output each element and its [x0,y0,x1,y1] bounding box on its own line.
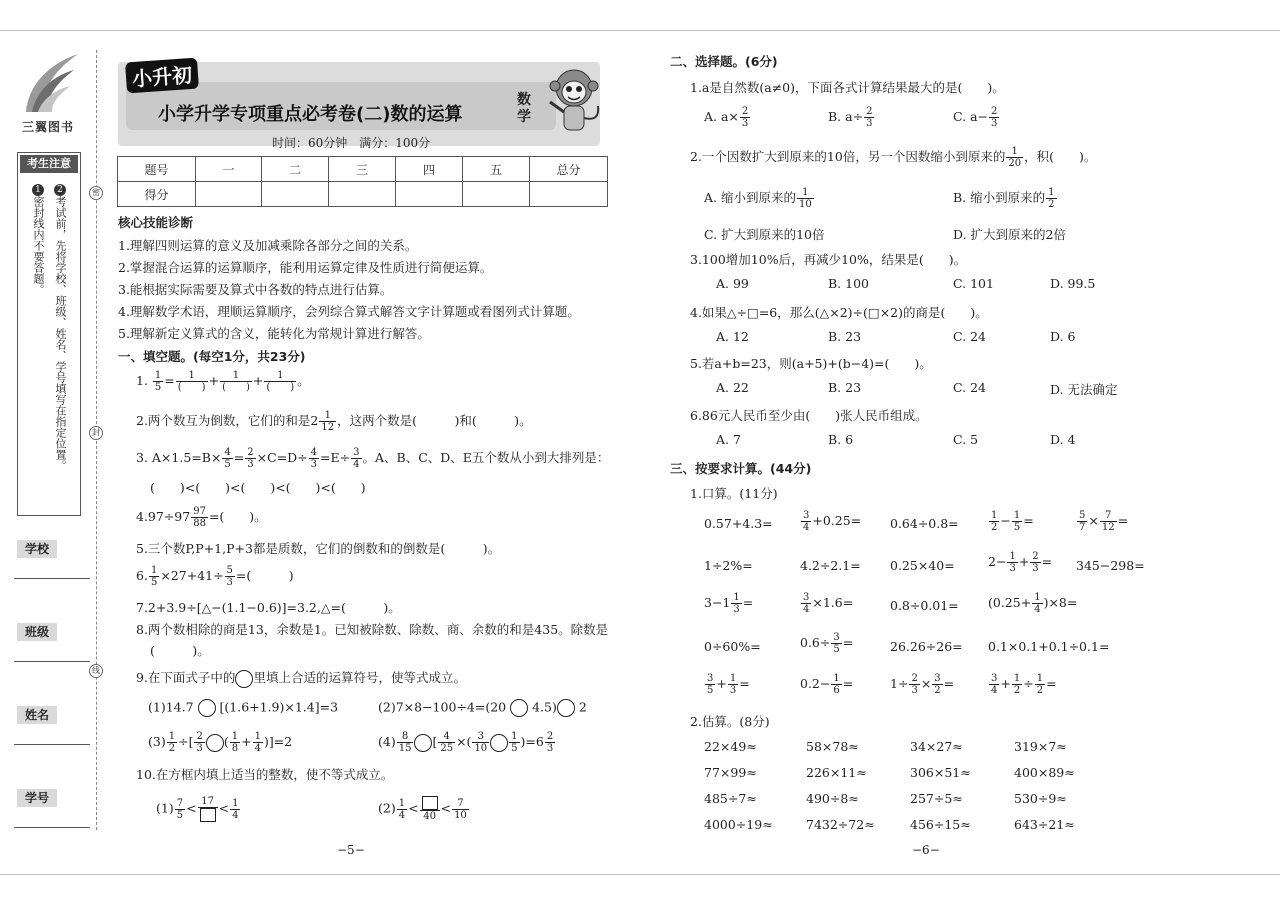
brand-name: 三翼图书 [22,120,75,134]
choice-question-2-text: 2.一个因数扩大到原来的10倍，另一个因数缩小到原来的 [690,149,1006,164]
section1-title: 一、填空题。(每空1分，共23分) [118,349,306,364]
estimate-item: 319×7≈ [1014,739,1067,754]
question-9-1-a: (1)14.7 [148,699,194,715]
choice-option[interactable]: B. 缩小到原来的 $\frac{1}{2}$ [953,187,1055,210]
option-text: A. a× [704,109,739,124]
question-9 [136,668,466,688]
score-cell[interactable] [196,182,262,207]
notice-text-2: 密封线内不要答题。 [32,196,45,295]
question-7: 7.2+3.9÷[△−(1.1−0.6)]=3.2,△=( )。 [136,600,401,615]
question-10-1-label: (1) [156,800,174,816]
diagnosis-title: 核心技能诊断 [118,215,194,230]
question-10-2: (2) $\frac{1}{4}$ < 40 < $\frac{7}{10}$ [378,797,467,822]
choice-option[interactable]: B. 23 [828,329,862,344]
question-2-text: 2.两个数互为倒数，它们的和是2 [136,413,319,428]
question-9-3-a: (3) [148,734,166,749]
bottom-border [0,874,1280,875]
field-line-id[interactable] [14,827,90,828]
estimate-item: 77×99≈ [704,765,757,780]
oral-calc-item: 0.25×40= [890,558,955,573]
choice-option[interactable]: C. 24 [953,329,986,344]
top-border [0,30,1280,31]
answer-circle[interactable] [557,699,575,717]
oral-calc-item: 0.8÷0.01= [890,598,959,613]
score-header-cell: 三 [329,157,396,182]
score-table-row [118,182,608,207]
choice-option[interactable]: C. a− $\frac{2}{3}$ [953,106,998,129]
question-6: 6. $\frac{1}{5}$ ×27+41÷ $\frac{5}{3}$ =( ) [136,565,294,588]
score-cell[interactable] [396,182,463,207]
question-9-2-c: 2 [578,699,587,715]
choice-question-3: 3.100增加10%后，再减少10%，结果是( )。 [690,252,967,267]
seal-char-mi: 密 [89,186,103,200]
choice-option[interactable]: D. 99.5 [1050,276,1096,291]
estimate-item: 456÷15≈ [910,817,971,832]
choice-question-1: 1.a是自然数(a≠0)，下面各式计算结果最大的是( )。 [690,80,1005,95]
option-text: C. a− [953,109,988,124]
subject-label: 数学 [517,92,531,125]
oral-calc-item: 4.2÷2.1= [800,558,861,573]
choice-option[interactable]: A. 99 [716,276,749,291]
question-9-2 [378,699,587,717]
page-number-right: −6− [912,843,940,857]
field-label-school: 学校 [17,540,57,558]
question-9-2-b: 4.5) [532,699,557,715]
question-9-1 [148,699,338,717]
question-9-1-b: [(1.6+1.9)×1.4]=3 [219,699,339,715]
question-9-head: 9.在下面式子中的 [136,670,236,685]
diagnosis-item: 3.能根据实际需要及算式中各数的特点进行估算。 [118,282,393,297]
field-label-id: 学号 [17,789,57,807]
oral-calc-item: 2− $\frac{1}{3}$ + $\frac{2}{3}$ = [988,551,1053,574]
choice-option[interactable]: D. 无法确定 [1050,382,1118,397]
circle-symbol-icon [235,670,253,688]
time-info: 时间：60分钟 满分：100分 [272,136,431,150]
section3-title: 三、按要求计算。(44分) [670,461,812,476]
field-label-class: 班级 [17,623,57,641]
notice-number-2: 2 [54,180,66,196]
question-9-2-a: (2)7×8−100÷4=(20 [378,699,507,715]
choice-option[interactable]: C. 101 [953,276,994,291]
estimate-item: 490÷8≈ [806,791,859,806]
score-cell[interactable] [463,182,530,207]
question-10-2-label: (2) [378,800,396,816]
oral-calc-item: $\frac{1}{2}$ − $\frac{1}{5}$ = [991,510,1034,533]
question-4: 4.97÷97 $\frac{97}{88}$ =( )。 [136,506,267,529]
estimate-item: 257÷5≈ [910,791,963,806]
choice-option[interactable]: A. 12 [716,329,749,344]
question-6-head: 6. [136,568,148,583]
estimate-item: 226×11≈ [806,765,867,780]
diagnosis-item: 1.理解四则运算的意义及加减乘除各部分之间的关系。 [118,238,418,253]
score-header-cell: 总分 [530,157,608,182]
question-6-tail: =( ) [235,568,294,583]
question-9-tail: 里填上合适的运算符号，使等式成立。 [253,670,466,685]
answer-circle[interactable] [414,734,432,752]
question-9-4-tail: )=6 [520,734,544,749]
estimate-item: 58×78≈ [806,739,859,754]
field-line-name[interactable] [14,744,90,745]
choice-option[interactable]: D. 4 [1050,432,1076,447]
question-10-1: (1) $\frac{7}{5}$ < 17 < $\frac{1}{4}$ [156,796,239,821]
question-1: 1. $\frac{1}{5}$ = $\frac{1}{( )}$ + $\frac{1}{( )}$ + $\frac{1}{( )}$ 。 [136,370,310,393]
oral-calc-item: $\frac{3}{5}$ + $\frac{1}{3}$ = [707,673,750,696]
estimate-item: 4000÷19≈ [704,817,773,832]
score-table-header [118,157,608,182]
estimate-item: 643÷21≈ [1014,817,1075,832]
oral-calc-item: 0.2− $\frac{1}{6}$ = [800,673,854,696]
seal-char-feng: 封 [89,426,103,440]
oral-calc-item: 0.1×0.1+0.1÷0.1= [988,639,1110,654]
oral-calc-item: 0.6÷ $\frac{3}{5}$ = [800,632,854,655]
score-table [117,156,608,207]
answer-box[interactable] [200,808,216,822]
choice-question-2-tail: ，积( )。 [1024,149,1097,164]
choice-option[interactable]: B. 23 [828,380,862,395]
score-row-label: 得分 [118,182,196,207]
question-8-tail: ( )。 [150,643,210,658]
question-3-blanks[interactable]: ( )<( )<( )<( )<( ) [150,480,366,495]
estimate-item: 7432÷72≈ [806,817,875,832]
score-cell[interactable] [530,182,608,207]
answer-circle[interactable] [206,734,224,752]
choice-option[interactable]: C. 24 [953,380,986,395]
estimate-item: 400×89≈ [1014,765,1075,780]
oral-calc-item: $\frac{3}{4}$ +0.25= [803,510,862,533]
choice-option[interactable]: A. 22 [716,380,749,395]
oral-calc-item: 1÷ $\frac{2}{3}$ × $\frac{3}{2}$ = [890,673,955,696]
question-4-head: 4.97÷97 [136,509,191,524]
question-4-tail: =( )。 [208,509,267,524]
notice-box [17,152,81,516]
question-9-4-a: (4) [378,734,396,749]
option-text: A. 缩小到原来的 [704,190,796,205]
question-9-4: (4) $\frac{8}{15}$ [ $\frac{4}{25}$ ×( $\frac{3}{10}$ $\frac{1}{5}$ )=6 $\frac{2}{3}$ [378,731,554,754]
oral-calc-item: $\frac{3}{4}$ + $\frac{1}{2}$ ÷ $\frac{1}{2}$ = [991,673,1057,696]
field-label-name: 姓名 [17,706,57,724]
option-text: B. 缩小到原来的 [953,190,1046,205]
choice-option[interactable]: B. 100 [828,276,869,291]
choice-option[interactable]: D. 扩大到原来的2倍 [953,227,1066,242]
page-number-left: −5− [337,843,365,857]
estimate-item: 34×27≈ [910,739,963,754]
monkey-mascot-icon [540,62,604,142]
page-title: 小学升学专项重点必考卷(二)数的运算 [158,104,463,125]
score-header-cell: 四 [396,157,463,182]
score-header-cell: 题号 [118,157,196,182]
score-cell[interactable] [329,182,396,207]
question-8: 8.两个数相除的商是13，余数是1。已知被除数、除数、商、余数的和是435。除数是 [136,622,609,637]
estimate-title: 2.估算。(8分) [690,714,770,729]
oral-calc-item: 26.26÷26= [890,639,963,654]
answer-circle[interactable] [490,734,508,752]
choice-option[interactable]: B. a÷ $\frac{2}{3}$ [828,106,873,129]
section2-title: 二、选择题。(6分) [670,54,778,69]
choice-question-4: 4.如果△÷□=6，那么(△×2)÷(□×2)的商是( )。 [690,305,988,320]
question-3-tail: 。A、B、C、D、E五个数从小到大排列是： [362,450,610,465]
diagnosis-item: 4.理解数学术语，理顺运算顺序，会列综合算式解答文字计算题或看图列式计算题。 [118,304,580,319]
estimate-item: 22×49≈ [704,739,757,754]
answer-circle[interactable] [198,699,216,717]
estimate-item: 485÷7≈ [704,791,757,806]
choice-option[interactable]: D. 6 [1050,329,1076,344]
oral-calc-item: (0.25+ $\frac{1}{4}$ )×8= [988,592,1078,615]
question-9-3: (3) $\frac{1}{2}$ ÷[ $\frac{2}{3}$ ( $\frac{1}{8}$ + $\frac{1}{4}$ )]=2 [148,731,293,754]
choice-option[interactable]: A. 缩小到原来的 $\frac{1}{10}$ [704,187,812,210]
field-line-school[interactable] [14,578,90,579]
score-header-cell: 一 [196,157,262,182]
question-2: 2.两个数互为倒数，它们的和是2 $\frac{1}{12}$ ，这两个数是( )和( )。 [136,410,532,433]
answer-box[interactable] [422,796,438,810]
oral-calc-item: $\frac{3}{4}$ ×1.6= [803,592,854,615]
diagnosis-item: 5.理解新定义算式的含义，能转化为常规计算进行解答。 [118,326,430,341]
score-header-cell: 二 [262,157,329,182]
notice-title: 考生注意 [20,155,78,173]
question-5: 5.三个数P,P+1,P+3都是质数，它们的倒数和的倒数是( )。 [136,541,501,556]
oral-calc-item: 0.64÷0.8= [890,516,959,531]
seal-char-xian: 线 [89,664,103,678]
choice-option[interactable]: C. 5 [953,432,979,447]
score-cell[interactable] [262,182,329,207]
choice-question-5: 5.若a+b=23，则(a+5)+(b−4)=( )。 [690,356,932,371]
oral-calc-item: 0.57+4.3= [704,516,773,531]
seal-line [96,50,97,830]
question-10: 10.在方框内填上适当的整数，使不等式成立。 [136,767,394,782]
choice-question-2: 2.一个因数扩大到原来的10倍，另一个因数缩小到原来的 $\frac{1}{20}$ ，积( )。 [690,146,1097,169]
estimate-item: 306×51≈ [910,765,971,780]
oral-calc-item: 3−1 $\frac{1}{3}$ = [704,592,754,615]
choice-option[interactable]: C. 扩大到原来的10倍 [704,227,825,242]
question-3: 3. A×1.5=B× $\frac{4}{5}$ = $\frac{2}{3}$ ×C=D÷ $\frac{4}{3}$ =E÷ $\frac{3}{4}$ 。A、B、C、D、E五个数从小到大排列是： [136,447,610,470]
question-9-3-tail: )]=2 [263,734,293,749]
choice-option[interactable]: A. 7 [716,432,741,447]
brand-logo-icon [18,50,82,120]
oral-calc-item: $\frac{5}{7}$ × $\frac{7}{12}$ = [1079,510,1129,533]
field-line-class[interactable] [14,661,90,662]
question-2-tail: ，这两个数是( )和( )。 [337,413,532,428]
oral-calc-item: 0÷60%= [704,639,761,654]
estimate-item: 530÷9≈ [1014,791,1067,806]
exam-tag: 小升初 [125,58,199,94]
choice-option[interactable]: B. 6 [828,432,854,447]
question-6-mid: ×27+41÷ [160,568,224,583]
option-text: B. a÷ [828,109,864,124]
choice-question-6: 6.86元人民币至少由( )张人民币组成。 [690,408,928,423]
notice-number-1: 1 [32,180,44,196]
diagnosis-item: 2.掌握混合运算的运算顺序，能利用运算定律及性质进行简便运算。 [118,260,493,275]
oral-calc-item: 345−298= [1076,558,1145,573]
score-header-cell: 五 [463,157,530,182]
choice-option[interactable]: A. a× $\frac{2}{3}$ [704,106,749,129]
notice-text-1: 考试前，先将学校、班级、姓名、学号填写在指定位置。 [54,196,67,471]
oral-calc-item: 1÷2%= [704,558,753,573]
oral-calc-title: 1.口算。(11分) [690,486,778,501]
answer-circle[interactable] [510,699,528,717]
